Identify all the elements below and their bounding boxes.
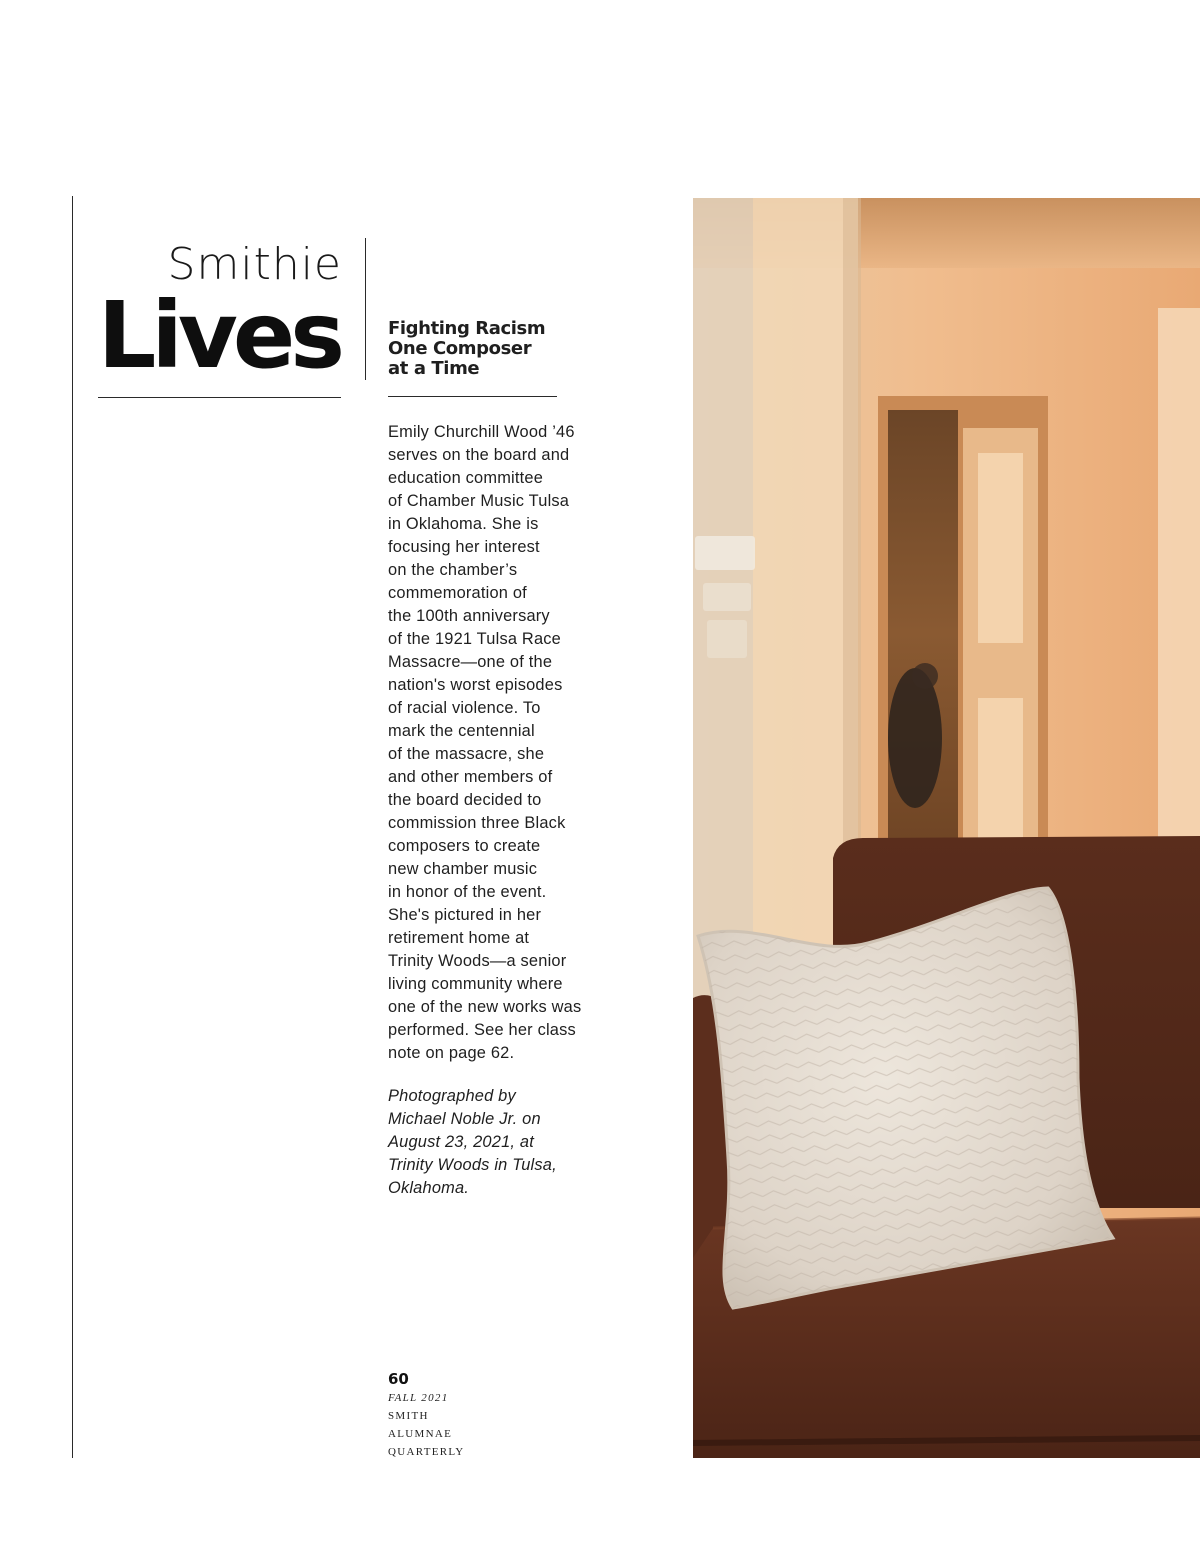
publication-name-line: SMITH xyxy=(388,1410,429,1422)
photo-door-panel xyxy=(978,698,1023,848)
body-line: Emily Churchill Wood ’46 xyxy=(388,423,575,441)
body-line: mark the centennial xyxy=(388,722,535,740)
masthead-kicker: Smithie xyxy=(167,239,342,290)
credit-line: Oklahoma. xyxy=(388,1179,470,1197)
body-line: retirement home at xyxy=(388,929,530,947)
body-line: commemoration of xyxy=(388,584,527,602)
body-line: the board decided to xyxy=(388,791,542,809)
photo-pillow-texture xyxy=(698,888,1113,1308)
masthead-title: Lives xyxy=(97,282,340,389)
body-line: performed. See her class xyxy=(388,1021,576,1039)
body-line: composers to create xyxy=(388,837,541,855)
body-line: one of the new works was xyxy=(388,998,582,1016)
body-line: new chamber music xyxy=(388,860,538,878)
headline-line: One Composer xyxy=(388,338,532,359)
credit-line: August 23, 2021, at xyxy=(388,1133,534,1151)
body-line: in Oklahoma. She is xyxy=(388,515,539,533)
credit-line: Photographed by xyxy=(388,1087,516,1105)
photo-light-switch xyxy=(707,620,747,658)
page-folio xyxy=(388,1369,465,1461)
body-line: of the massacre, she xyxy=(388,745,545,763)
feature-photo xyxy=(693,198,1200,1458)
body-line: Trinity Woods—a senior xyxy=(388,952,567,970)
body-line: of the 1921 Tulsa Race xyxy=(388,630,561,648)
photo-light-switch xyxy=(695,536,755,570)
body-line: the 100th anniversary xyxy=(388,607,550,625)
body-line: serves on the board and xyxy=(388,446,570,464)
body-line: note on page 62. xyxy=(388,1044,515,1062)
body-line: in honor of the event. xyxy=(388,883,547,901)
credit-line: Trinity Woods in Tulsa, xyxy=(388,1156,557,1174)
article-headline xyxy=(388,319,588,379)
feature-photo-image xyxy=(693,198,1200,1458)
body-line: focusing her interest xyxy=(388,538,540,556)
headline-rule xyxy=(388,396,557,397)
article-body xyxy=(388,421,610,1065)
issue-label: FALL 2021 xyxy=(388,1392,449,1404)
photo-background-figure xyxy=(912,663,938,689)
masthead-underline xyxy=(98,397,341,398)
body-line: and other members of xyxy=(388,768,553,786)
photo-light-switch xyxy=(703,583,751,611)
body-line: of racial violence. To xyxy=(388,699,541,717)
credit-line: Michael Noble Jr. on xyxy=(388,1110,541,1128)
photo-door-panel xyxy=(978,453,1023,643)
body-line: education committee xyxy=(388,469,544,487)
body-line: of Chamber Music Tulsa xyxy=(388,492,570,510)
masthead-divider xyxy=(365,238,366,380)
body-line: She's pictured in her xyxy=(388,906,542,924)
photo-credit xyxy=(388,1085,610,1200)
photo-background-figure xyxy=(888,668,942,808)
publication-name-line: ALUMNAE xyxy=(388,1428,453,1440)
body-line: living community where xyxy=(388,975,563,993)
body-line: on the chamber’s xyxy=(388,561,518,579)
body-line: nation's worst episodes xyxy=(388,676,563,694)
headline-line: at a Time xyxy=(388,358,480,379)
body-line: commission three Black xyxy=(388,814,566,832)
publication-name-line: QUARTERLY xyxy=(388,1446,465,1458)
page-number: 60 xyxy=(388,1370,409,1388)
headline-line: Fighting Racism xyxy=(388,318,546,339)
body-line: Massacre—one of the xyxy=(388,653,553,671)
left-margin-rule xyxy=(72,196,73,1458)
